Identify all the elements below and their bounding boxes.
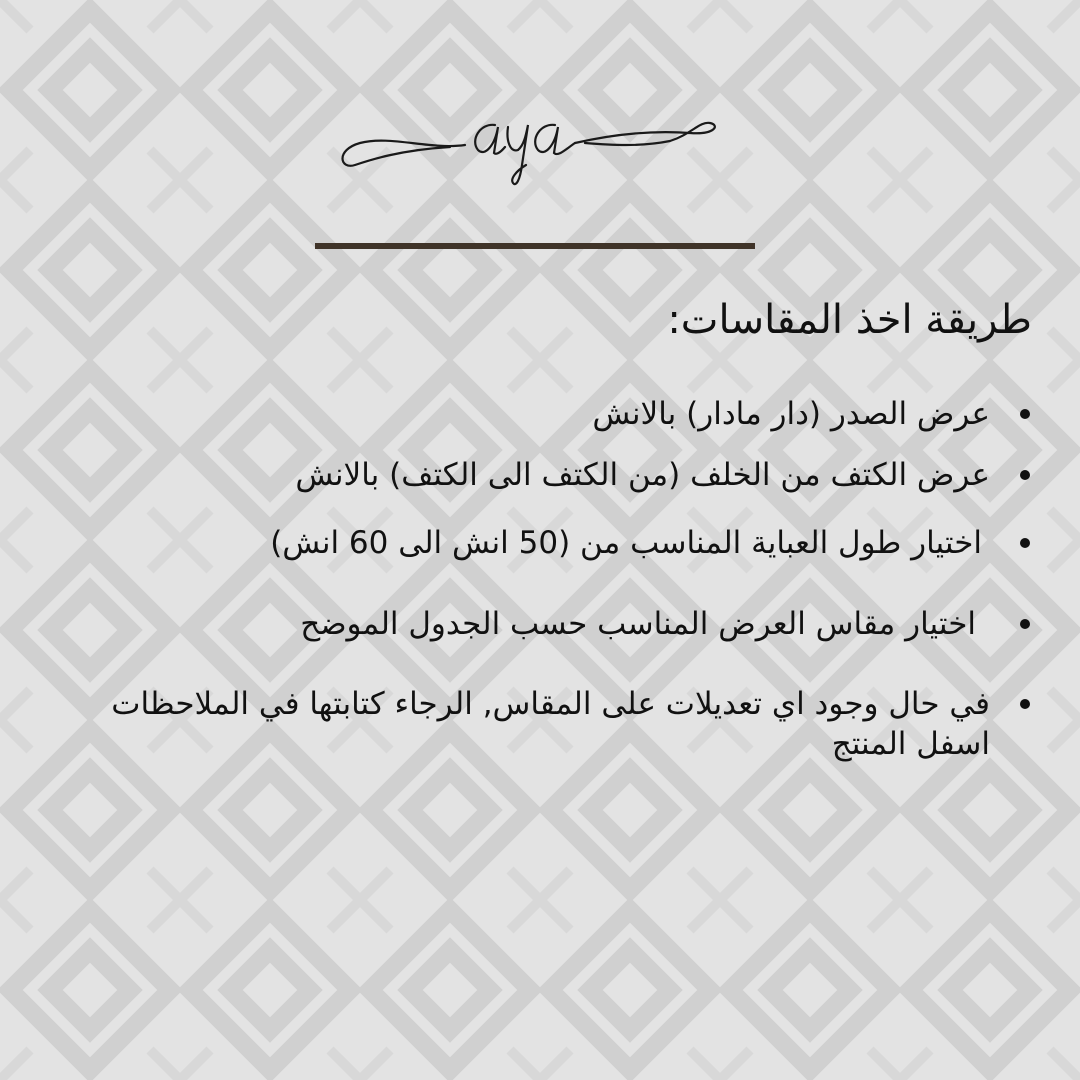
bullet-icon bbox=[1020, 470, 1030, 480]
bullet-icon bbox=[1020, 699, 1030, 709]
list-item bbox=[300, 604, 976, 644]
bullet-icon bbox=[1020, 619, 1030, 629]
list-item-text: عرض الصدر (دار مادار) بالانش bbox=[592, 396, 990, 432]
list-item bbox=[592, 394, 990, 434]
list-item bbox=[295, 455, 990, 495]
list-item-text: في حال وجود اي تعديلات على المقاس, الرجاء كتابتها في الملاحظات اسفل المنتج bbox=[111, 686, 990, 763]
bullet-icon bbox=[1020, 538, 1030, 548]
list-item-text: عرض الكتف من الخلف (من الكتف الى الكتف) بالانش bbox=[295, 457, 990, 493]
list-item bbox=[110, 684, 990, 765]
bullet-icon bbox=[1020, 409, 1030, 419]
list-item bbox=[270, 523, 982, 563]
page-title: طريقة اخذ المقاسات: bbox=[667, 297, 1032, 343]
list-item-text: اختيار طول العباية المناسب من (50 انش الى 60 انش) bbox=[270, 525, 982, 561]
list-item-text: اختيار مقاس العرض المناسب حسب الجدول الموضح bbox=[300, 606, 976, 642]
